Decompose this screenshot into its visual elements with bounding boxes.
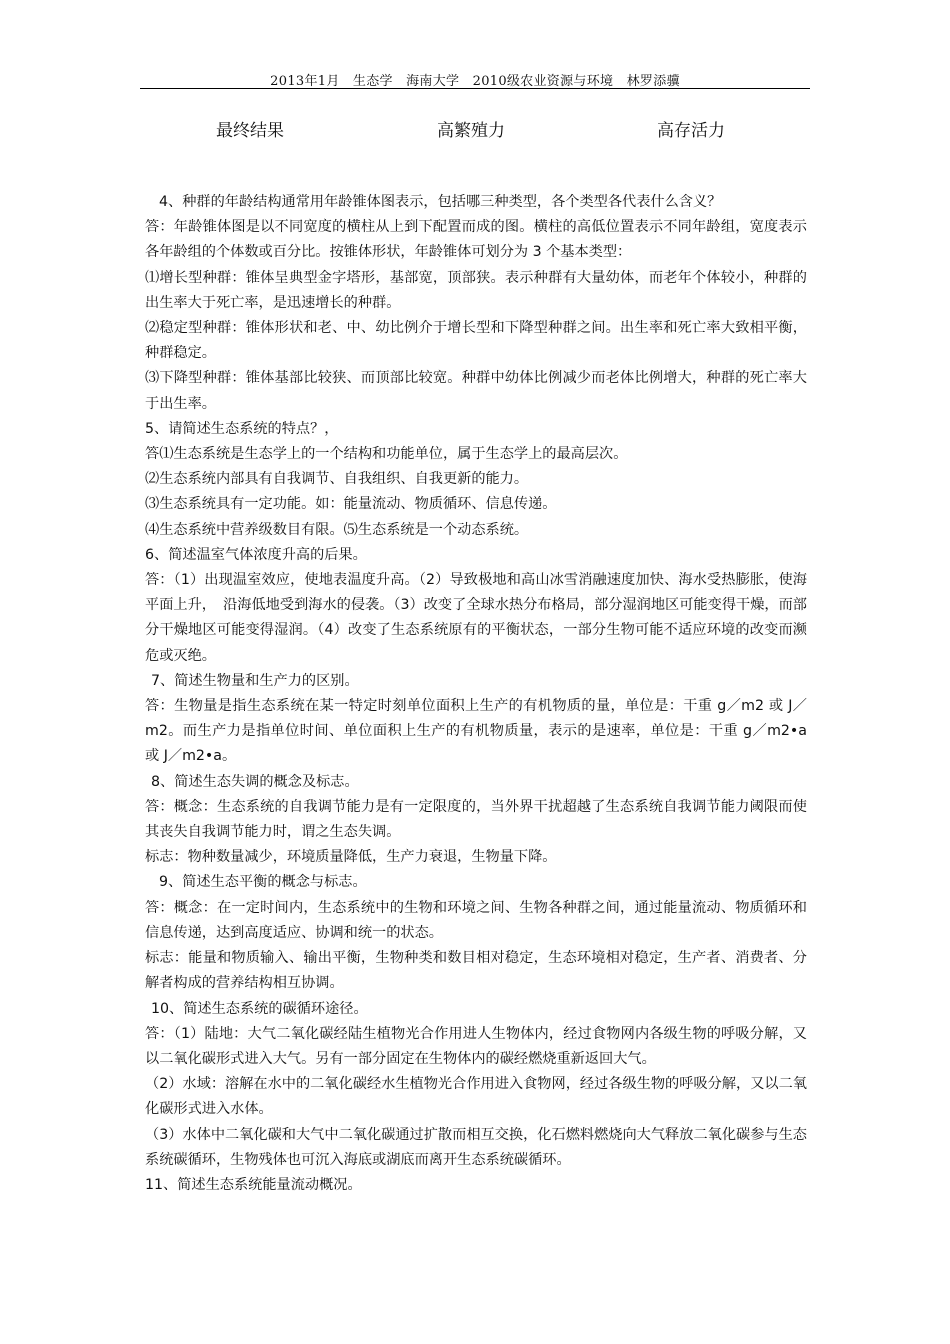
cell-final-result: 最终结果	[216, 121, 284, 141]
paragraph: 答⑴生态系统是生态学上的一个结构和功能单位，属于生态学上的最高层次。	[145, 446, 628, 463]
paragraph: ⑵生态系统内部具有自我调节、自我组织、自我更新的能力。	[145, 471, 529, 488]
paragraph: 8、简述生态失调的概念及标志。	[151, 773, 359, 790]
paragraph: ⑴增长型种群：锥体呈典型金字塔形，基部宽，顶部狭。表示种群有大量幼体，而老年个体较小，种群的出生率大于死亡率，是迅速增长的种群。	[145, 269, 807, 311]
cell-high-fecundity: 高繁殖力	[437, 121, 505, 141]
document-body	[145, 190, 807, 1198]
paragraph: ⑵稳定型种群：锥体形状和老、中、幼比例介于增长型和下降型种群之间。出生率和死亡率大致相平衡，种群稳定。	[145, 320, 807, 362]
paragraph: 标志：能量和物质输入、输出平衡，生物种类和数目相对稳定，生态环境相对稳定，生产者、消费者、分解者构成的营养结构相互协调。	[145, 950, 807, 992]
paragraph: ⑶下降型种群：锥体基部比较狭、而顶部比较宽。种群中幼体比例减少而老体比例增大，种群的死亡率大于出生率。	[145, 370, 807, 412]
paragraph: 答：概念：生态系统的自我调节能力是有一定限度的，当外界干扰超越了生态系统自我调节能力阈限而使其丧失自我调节能力时，谓之生态失调。	[145, 798, 807, 841]
paragraph: 7、简述生物量和生产力的区别。	[151, 672, 359, 689]
paragraph: （2）水域：溶解在水中的二氧化碳经水生植物光合作用进入食物网，经过各级生物的呼吸分解，又以二氧化碳形式进入水体。	[145, 1076, 807, 1118]
paragraph: 4、种群的年龄结构通常用年龄锥体图表示，包括哪三种类型，各个类型各代表什么含义？	[159, 194, 722, 210]
page-header: 2013年1月 生态学 海南大学 2010级农业资源与环境 林罗添骥	[270, 74, 680, 89]
paragraph: 11、简述生态系统能量流动概况。	[145, 1176, 362, 1193]
table-row-fragment	[0, 116, 950, 142]
paragraph: 答：（1）出现温室效应，使地表温度升高。（2）导致极地和高山冰雪消融速度加快、海水受热膨胀，使海平面上升， 沿海低地受到海水的侵袭。（3）改变了全球水热分布格局，部分湿润地区可能变得干燥，而部分干燥地区可能变得湿润。（4）改变了生态系统原有的平衡状态，一部分生物可能不适应环境的改变而濒危或灭绝。	[145, 572, 807, 664]
cell-high-survival: 高存活力	[657, 121, 725, 141]
paragraph: ⑶生态系统具有一定功能。如：能量流动、物质循环、信息传递。	[145, 496, 557, 513]
paragraph: 标志：物种数量减少，环境质量降低，生产力衰退，生物量下降。	[145, 849, 557, 866]
header-rule	[140, 88, 810, 89]
paragraph: 答：（1）陆地：大气二氧化碳经陆生植物光合作用进人生物体内，经过食物网内各级生物的呼吸分解，又以二氧化碳形式进入大气。另有一部分固定在生物体内的碳经燃烧重新返回大气。	[145, 1025, 807, 1067]
paragraph: 答：生物量是指生态系统在某一特定时刻单位面积上生产的有机物质的量，单位是：干重 g／m2 或 J／m2。而生产力是指单位时间、单位面积上生产的有机物质量，表示的是速率，单位是：干重 g／m2•a 或 J／m2•a。	[145, 698, 807, 765]
paragraph: 9、简述生态平衡的概念与标志。	[159, 874, 367, 891]
paragraph: 10、简述生态系统的碳循环途径。	[151, 1000, 368, 1017]
paragraph: ⑷生态系统中营养级数目有限。⑸生态系统是一个动态系统。	[145, 521, 529, 538]
paragraph: 6、简述温室气体浓度升高的后果。	[145, 546, 367, 563]
paragraph: 答：年龄锥体图是以不同宽度的横柱从上到下配置而成的图。横柱的高低位置表示不同年龄组，宽度表示各年龄组的个体数或百分比。按锥体形状，年龄锥体可划分为 3 个基本类型：	[145, 219, 807, 261]
paragraph: 答：概念：在一定时间内，生态系统中的生物和环境之间、生物各种群之间，通过能量流动、物质循环和信息传递，达到高度适应、协调和统一的状态。	[145, 899, 807, 941]
paragraph: 5、请简述生态系统的特点？，	[145, 420, 339, 437]
paragraph: （3）水体中二氧化碳和大气中二氧化碳通过扩散而相互交换，化石燃料燃烧向大气释放二氧化碳参与生态系统碳循环，生物残体也可沉入海底或湖底而离开生态系统碳循环。	[145, 1126, 807, 1168]
